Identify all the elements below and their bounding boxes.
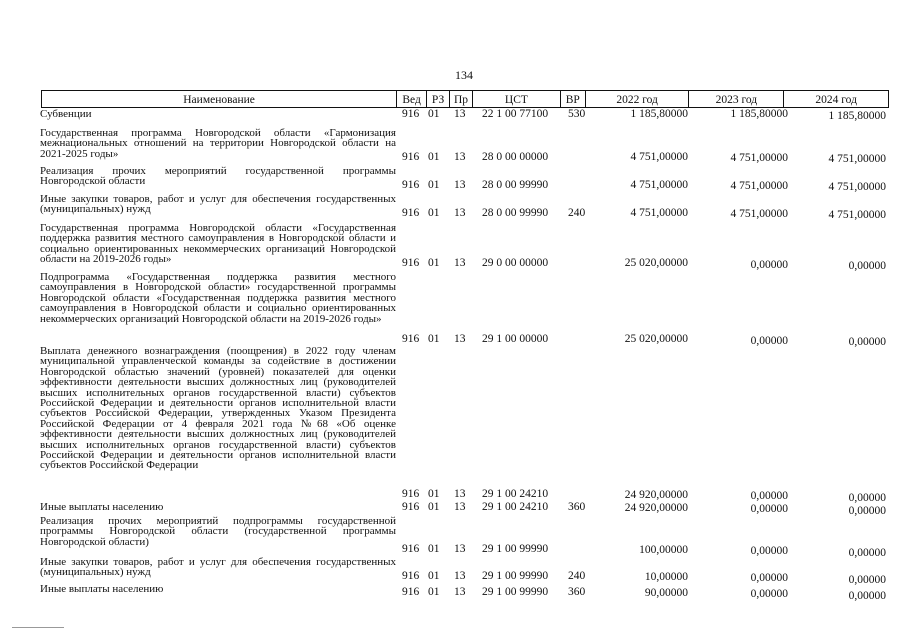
row-rz: 01 xyxy=(428,207,440,219)
row-vr: 530 xyxy=(568,108,586,120)
row-2022: 90,00000 xyxy=(644,587,688,599)
row-2024: 0,00000 xyxy=(848,336,886,348)
row-2023: 0,00000 xyxy=(750,588,788,600)
header-pr: Пр xyxy=(450,91,473,107)
row-2023: 0,00000 xyxy=(750,572,788,584)
row-ved: 916 xyxy=(402,488,420,500)
row-cst: 29 0 00 00000 xyxy=(482,257,549,269)
page-number: 134 xyxy=(455,68,473,82)
header-2023: 2023 год xyxy=(689,91,784,107)
row-rz: 01 xyxy=(428,257,440,269)
row-rz: 01 xyxy=(428,570,440,582)
row-2024: 0,00000 xyxy=(848,492,886,504)
row-2023: 0,00000 xyxy=(750,490,788,502)
row-2023: 1 185,80000 xyxy=(730,108,788,120)
row-2024: 0,00000 xyxy=(848,590,886,602)
row-2022: 24 920,00000 xyxy=(624,502,688,514)
row-ved: 916 xyxy=(402,108,420,120)
row-name: Выплата денежного вознаграждения (поощрения) в 2022 году членам муниципальной управленческой команды за содействие в достижении Новгородской областью значений (уровней) показателей для оценки эффективности деятельности высших должностных лиц (руководителей высших исполнительных органов государственной власти) субъектов Российской Федерации и деятельности органов исполнительной власти субъектов Российской Федерации, утвержденных Указом Президента Российской Федерации от 4 февраля 2021 года №68 «Об оценке эффективности деятельности высших должностных лиц (руководителей высших исполнительных органов государственной власти) субъектов Российской Федерации и деятельности органов исполнительной власти субъектов Российской Федерации xyxy=(40,345,396,472)
row-vr: 360 xyxy=(568,586,586,598)
row-ved: 916 xyxy=(402,333,420,345)
row-rz: 01 xyxy=(428,501,440,513)
row-ved: 916 xyxy=(402,570,420,582)
row-pr: 13 xyxy=(454,333,466,345)
row-rz: 01 xyxy=(428,543,440,555)
row-pr: 13 xyxy=(454,108,466,120)
row-2022: 4 751,00000 xyxy=(630,151,688,163)
row-cst: 29 1 00 99990 xyxy=(482,570,549,582)
header-cst: ЦСТ xyxy=(473,91,561,107)
row-vr: 240 xyxy=(568,207,586,219)
row-2024: 4 751,00000 xyxy=(828,153,886,165)
row-2023: 4 751,00000 xyxy=(730,208,788,220)
row-vr: 360 xyxy=(568,501,586,513)
row-2024: 0,00000 xyxy=(848,505,886,517)
row-cst: 28 0 00 99990 xyxy=(482,207,549,219)
row-vr: 240 xyxy=(568,570,586,582)
row-cst: 28 0 00 99990 xyxy=(482,179,549,191)
row-name: Государственная программа Новгородской области «Государственная поддержка развития местного самоуправления в Новгородской области и социально ориентированных некоммерческих организаций Новгородской области на 2019-2026 годы» xyxy=(40,222,396,266)
row-name: Реализация прочих мероприятий подпрограммы государственной программы Новгородской области (государственной программы Новгородской области) xyxy=(40,515,396,548)
row-2024: 1 185,80000 xyxy=(828,110,886,122)
row-pr: 13 xyxy=(454,151,466,163)
row-2022: 24 920,00000 xyxy=(624,489,688,501)
row-2022: 100,00000 xyxy=(639,544,688,556)
row-cst: 29 1 00 24210 xyxy=(482,501,549,513)
row-name: Подпрограмма «Государственная поддержка развития местного самоуправления в Новгородской области» государственной программы Новгородской области «Государственная поддержка развития местного самоуправления в Новгородской области и социально ориентированных некоммерческих организаций Новгородской области на 2019-2026 годы» xyxy=(40,271,396,325)
row-2022: 1 185,80000 xyxy=(630,108,688,120)
row-name: Иные закупки товаров, работ и услуг для обеспечения государственных (муниципальных) нужд xyxy=(40,556,396,579)
row-2023: 0,00000 xyxy=(750,335,788,347)
row-rz: 01 xyxy=(428,586,440,598)
row-cst: 29 1 00 99990 xyxy=(482,543,549,555)
row-2022: 10,00000 xyxy=(644,571,688,583)
row-2024: 0,00000 xyxy=(848,260,886,272)
header-2022: 2022 год xyxy=(586,91,690,107)
table-header xyxy=(41,90,889,108)
row-pr: 13 xyxy=(454,179,466,191)
row-pr: 13 xyxy=(454,543,466,555)
row-rz: 01 xyxy=(428,151,440,163)
row-2024: 4 751,00000 xyxy=(828,209,886,221)
row-2023: 4 751,00000 xyxy=(730,152,788,164)
row-rz: 01 xyxy=(428,179,440,191)
row-cst: 29 1 00 00000 xyxy=(482,333,549,345)
header-rz: РЗ xyxy=(427,91,450,107)
row-2024: 4 751,00000 xyxy=(828,181,886,193)
row-cst: 28 0 00 00000 xyxy=(482,151,549,163)
row-cst: 29 1 00 99990 xyxy=(482,586,549,598)
row-ved: 916 xyxy=(402,543,420,555)
row-2022: 4 751,00000 xyxy=(630,179,688,191)
row-cst: 29 1 00 24210 xyxy=(482,488,549,500)
row-name: Иные выплаты населению xyxy=(40,501,164,513)
row-ved: 916 xyxy=(402,586,420,598)
row-pr: 13 xyxy=(454,586,466,598)
row-name: Реализация прочих мероприятий государственной программы Новгородской области xyxy=(40,165,396,188)
row-rz: 01 xyxy=(428,108,440,120)
header-vr: ВР xyxy=(561,91,586,107)
row-2024: 0,00000 xyxy=(848,574,886,586)
row-2022: 25 020,00000 xyxy=(624,257,688,269)
row-2024: 0,00000 xyxy=(848,547,886,559)
row-pr: 13 xyxy=(454,570,466,582)
row-2023: 4 751,00000 xyxy=(730,180,788,192)
row-name: Государственная программа Новгородской области «Гармонизация межнациональных отношений на территории Новгородской области на 2021-2025 годы» xyxy=(40,127,396,160)
header-name: Наименование xyxy=(42,91,397,107)
row-2022: 25 020,00000 xyxy=(624,333,688,345)
row-ved: 916 xyxy=(402,151,420,163)
row-pr: 13 xyxy=(454,501,466,513)
header-2024: 2024 год xyxy=(815,94,857,106)
row-name: Иные закупки товаров, работ и услуг для обеспечения государственных (муниципальных) нужд xyxy=(40,193,396,216)
row-name: Иные выплаты населению xyxy=(40,583,164,595)
row-2022: 4 751,00000 xyxy=(630,207,688,219)
row-pr: 13 xyxy=(454,257,466,269)
row-ved: 916 xyxy=(402,501,420,513)
row-pr: 13 xyxy=(454,488,466,500)
row-2023: 0,00000 xyxy=(750,503,788,515)
row-rz: 01 xyxy=(428,333,440,345)
row-ved: 916 xyxy=(402,179,420,191)
row-name: Субвенции xyxy=(40,108,92,120)
scan-mark xyxy=(12,627,64,628)
row-cst: 22 1 00 77100 xyxy=(482,108,549,120)
header-ved: Вед xyxy=(397,91,427,107)
row-ved: 916 xyxy=(402,207,420,219)
row-rz: 01 xyxy=(428,488,440,500)
row-2023: 0,00000 xyxy=(750,545,788,557)
row-2023: 0,00000 xyxy=(750,259,788,271)
row-ved: 916 xyxy=(402,257,420,269)
row-pr: 13 xyxy=(454,207,466,219)
